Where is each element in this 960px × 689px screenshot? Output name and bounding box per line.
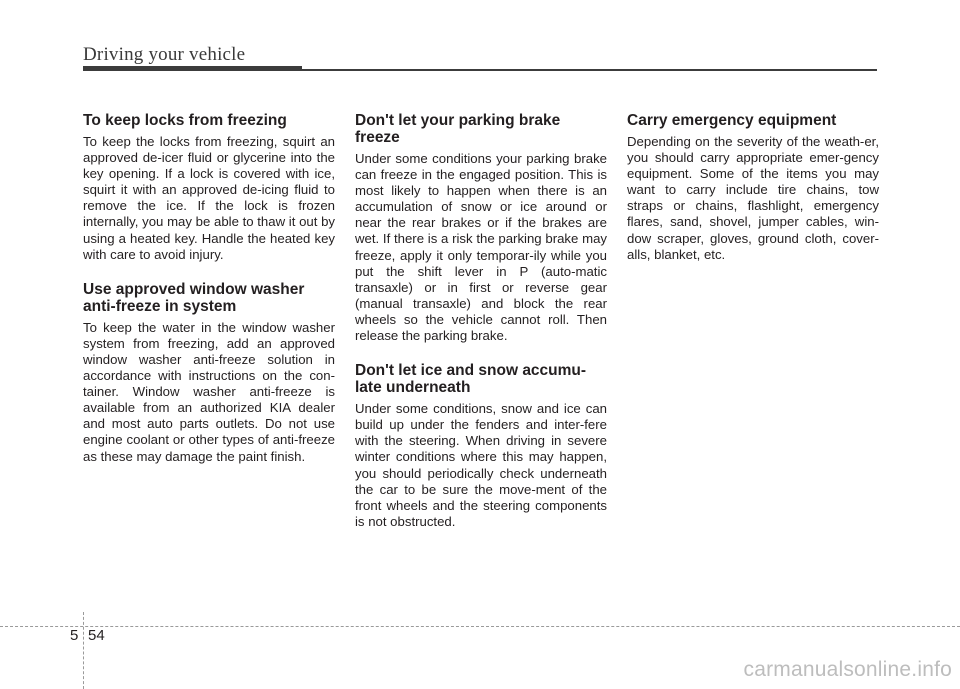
section-heading-washer: Use approved window washer anti-freeze in system: [83, 280, 305, 315]
column-1: [83, 112, 335, 483]
header-rule-thin: [300, 69, 877, 71]
section-heading-parking-brake: Don't let your parking brake freeze: [355, 112, 561, 146]
footer-vertical-rule: [83, 612, 84, 689]
section-heading-emergency: Carry emergency equipment: [627, 112, 837, 129]
chapter-number: 5: [70, 627, 79, 644]
section-heading-ice-snow: Don't let ice and snow accumu-late underneath: [355, 362, 587, 397]
section-body-emergency: Depending on the severity of the weath-er, you should carry appropriate emer-gency equipment. Some of the items you may want to carry include tire chains, tow straps or chains, flashlight, emergency flares, sand, shovel, jumper cables, win-dow scraper, gloves, ground cloth, cover-alls, blanket, etc.: [627, 134, 879, 262]
page-header-title: Driving your vehicle: [83, 44, 246, 65]
page-number: 54: [88, 627, 105, 644]
section-body-parking-brake: Under some conditions your parking brake can freeze in the engaged position. This is most likely to happen when there is an accumulation of snow or ice around or near the rear brakes or if the brakes are wet. If there is a risk the parking brake may freeze, apply it only temporar-ily while you put the shift lever in P (auto-matic transaxle) or in first or reverse gear (manual transaxle) and block the rear wheels so the vehicle cannot roll. Then release the parking brake.: [355, 151, 607, 344]
footer-dashed-rule: [0, 626, 960, 627]
column-3: [627, 112, 879, 281]
section-heading-locks: To keep locks from freezing: [83, 112, 287, 129]
section-body-ice-snow: Under some conditions, snow and ice can build up under the fenders and inter-fere with the steering. When driving in severe winter conditions where this may happen, you should periodically check underneath the car to be sure the move-ment of the front wheels and the steering components is not obstructed.: [355, 401, 607, 529]
header-rule-thick: [83, 66, 302, 71]
column-2: [355, 112, 607, 548]
section-body-washer: To keep the water in the window washer system from freezing, add an approved window washer anti-freeze solution in accordance with instructions on the con-tainer. Window washer anti-freeze is available from an authorized KIA dealer and most auto parts outlets. Do not use engine coolant or other types of anti-freeze as these may damage the paint finish.: [83, 319, 335, 464]
section-body-locks: To keep the locks from freezing, squirt an approved de-icer fluid or glycerine into the key opening. If a lock is covered with ice, squirt it with an approved de-icing fluid to remove the ice. If the lock is frozen internally, you may be able to thaw it out by using a heated key. Handle the heated key with care to avoid injury.: [83, 134, 335, 262]
watermark-text: carmanualsonline.info: [743, 658, 952, 681]
